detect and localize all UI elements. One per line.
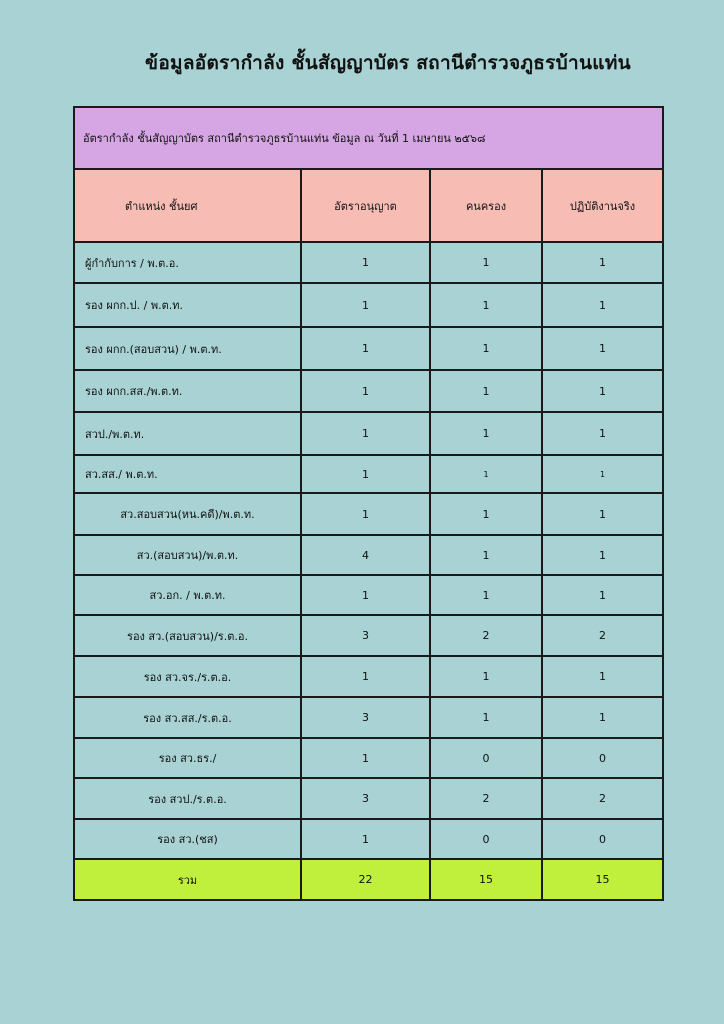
- table-row: [74, 327, 663, 370]
- cell-authorized: 3: [301, 778, 430, 819]
- cell-authorized: 1: [301, 738, 430, 778]
- cell-position: รอง ผกก.ป. / พ.ต.ท.: [74, 283, 301, 327]
- table-row: [74, 412, 663, 455]
- staffing-table: [73, 106, 664, 901]
- cell-occupied: 1: [430, 493, 542, 535]
- cell-authorized: 1: [301, 370, 430, 412]
- cell-position: รอง ผกก.(สอบสวน) / พ.ต.ท.: [74, 327, 301, 370]
- table-row: [74, 242, 663, 283]
- cell-authorized: 1: [301, 412, 430, 455]
- cell-actual: 1: [542, 283, 663, 327]
- cell-actual: 1: [542, 656, 663, 697]
- table-row: [74, 455, 663, 493]
- cell-occupied: 1: [430, 575, 542, 615]
- cell-position: รอง สว.(ชส): [74, 819, 301, 859]
- table-row: [74, 535, 663, 575]
- cell-occupied: 1: [430, 412, 542, 455]
- cell-actual: 1: [542, 575, 663, 615]
- cell-actual: 1: [542, 697, 663, 738]
- cell-authorized: 1: [301, 575, 430, 615]
- cell-authorized: 1: [301, 819, 430, 859]
- total-actual: 15: [542, 859, 663, 900]
- cell-actual: 1: [542, 493, 663, 535]
- cell-actual: 2: [542, 615, 663, 656]
- table-row: [74, 778, 663, 819]
- page-title: ข้อมูลอัตรากำลัง ชั้นสัญญาบัตร สถานีตำรวจภูธรบ้านแท่น: [145, 52, 631, 74]
- cell-actual: 1: [542, 327, 663, 370]
- cell-occupied: 1: [430, 242, 542, 283]
- cell-occupied: 2: [430, 778, 542, 819]
- cell-authorized: 3: [301, 697, 430, 738]
- cell-position: สว.สอบสวน(หน.คดี)/พ.ต.ท.: [74, 493, 301, 535]
- table-row: [74, 819, 663, 859]
- cell-actual: 1: [542, 242, 663, 283]
- table-caption: อัตรากำลัง ชั้นสัญญาบัตร สถานีตำรวจภูธรบ้านแท่น ข้อมูล ณ วันที่ 1 เมษายน ๒๕๖๘: [74, 107, 663, 169]
- total-row: [74, 859, 663, 900]
- cell-position: รอง สว.สส./ร.ต.อ.: [74, 697, 301, 738]
- cell-authorized: 1: [301, 242, 430, 283]
- table-row: [74, 575, 663, 615]
- total-occupied: 15: [430, 859, 542, 900]
- cell-position: สวป./พ.ต.ท.: [74, 412, 301, 455]
- header-authorized: อัตราอนุญาต: [301, 169, 430, 242]
- cell-position: รอง สว.(สอบสวน)/ร.ต.อ.: [74, 615, 301, 656]
- cell-occupied: 1: [430, 535, 542, 575]
- total-authorized: 22: [301, 859, 430, 900]
- cell-position: รอง สว.ธร./: [74, 738, 301, 778]
- cell-authorized: 1: [301, 493, 430, 535]
- table-row: [74, 656, 663, 697]
- table-row: [74, 370, 663, 412]
- cell-actual: 1: [542, 535, 663, 575]
- cell-occupied: 2: [430, 615, 542, 656]
- table-row: [74, 493, 663, 535]
- table-row: [74, 615, 663, 656]
- cell-occupied: 0: [430, 819, 542, 859]
- cell-position: รอง สวป./ร.ต.อ.: [74, 778, 301, 819]
- header-occupied: คนครอง: [430, 169, 542, 242]
- cell-occupied: 1: [430, 697, 542, 738]
- cell-occupied: 1: [430, 656, 542, 697]
- table-row: [74, 738, 663, 778]
- cell-authorized: 1: [301, 327, 430, 370]
- cell-authorized: 3: [301, 615, 430, 656]
- cell-occupied: 0: [430, 738, 542, 778]
- cell-authorized: 1: [301, 455, 430, 493]
- cell-occupied: 1: [430, 370, 542, 412]
- cell-position: สว.(สอบสวน)/พ.ต.ท.: [74, 535, 301, 575]
- table-row: [74, 697, 663, 738]
- cell-position: ผู้กำกับการ / พ.ต.อ.: [74, 242, 301, 283]
- cell-actual: 1: [542, 455, 663, 493]
- cell-actual: 0: [542, 738, 663, 778]
- table-row: [74, 283, 663, 327]
- cell-authorized: 1: [301, 656, 430, 697]
- table-header-row: [74, 169, 663, 242]
- cell-actual: 0: [542, 819, 663, 859]
- cell-position: รอง สว.จร./ร.ต.อ.: [74, 656, 301, 697]
- cell-position: รอง ผกก.สส./พ.ต.ท.: [74, 370, 301, 412]
- total-label: รวม: [74, 859, 301, 900]
- cell-occupied: 1: [430, 327, 542, 370]
- cell-position: สว.สส./ พ.ต.ท.: [74, 455, 301, 493]
- cell-occupied: 1: [430, 455, 542, 493]
- cell-authorized: 1: [301, 283, 430, 327]
- cell-authorized: 4: [301, 535, 430, 575]
- cell-position: สว.อก. / พ.ต.ท.: [74, 575, 301, 615]
- table-caption-row: [74, 107, 663, 169]
- cell-occupied: 1: [430, 283, 542, 327]
- cell-actual: 1: [542, 370, 663, 412]
- header-actual: ปฏิบัติงานจริง: [542, 169, 663, 242]
- cell-actual: 2: [542, 778, 663, 819]
- cell-actual: 1: [542, 412, 663, 455]
- header-position: ตำแหน่ง ชั้นยศ: [74, 169, 301, 242]
